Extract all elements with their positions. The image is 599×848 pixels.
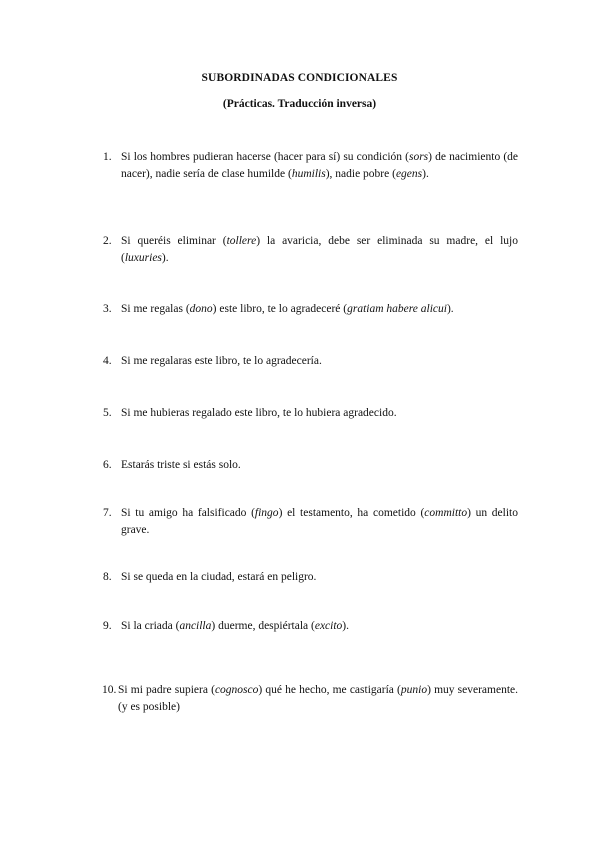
item-number: 3. [103, 303, 112, 315]
text-run: Si queréis eliminar ( [121, 235, 227, 247]
page-title: SUBORDINADAS CONDICIONALES [201, 72, 398, 84]
item-number: 2. [103, 235, 112, 247]
text-run: ). [161, 252, 169, 264]
exercise-item-8 [103, 569, 518, 586]
text-run: Estarás triste si estás solo. [121, 459, 241, 471]
text-run: ) la avaricia, debe ser eliminada su madre, el lujo ( [121, 235, 518, 264]
text-run: ). [422, 168, 429, 180]
text-run: ) muy severamente. (y es posible) [118, 684, 519, 713]
item-number: 10. [102, 684, 117, 696]
item-text [121, 233, 518, 267]
item-text [121, 149, 518, 183]
text-run: ), nadie pobre ( [325, 168, 396, 180]
item-number: 7. [103, 507, 112, 519]
page-subtitle: (Prácticas. Traducción inversa) [222, 98, 377, 110]
latin-term: tollere [226, 235, 257, 247]
latin-term: egens [395, 168, 423, 180]
item-number: 9. [103, 620, 112, 632]
exercise-item-5 [103, 405, 518, 422]
text-run: ). [446, 303, 454, 315]
text-run: Si me regalaras este libro, te lo agradecería. [121, 355, 322, 367]
text-run: ) qué he hecho, me castigaría ( [258, 684, 401, 696]
item-text [121, 353, 518, 370]
item-number: 1. [103, 151, 112, 163]
latin-term: humilis [291, 168, 326, 180]
text-run: Si me hubieras regalado este libro, te lo hubiera agradecido. [121, 407, 397, 419]
item-text [121, 457, 518, 474]
text-run: ) este libro, te lo agradeceré ( [212, 303, 348, 315]
exercise-item-1 [103, 149, 518, 183]
item-text [118, 682, 518, 716]
latin-term: committo [424, 507, 468, 519]
latin-term: punio [400, 684, 428, 696]
exercise-item-4 [103, 353, 518, 370]
latin-term: dono [189, 303, 213, 315]
text-run: ) de nacimiento (de nacer), nadie sería de clase humilde ( [121, 151, 519, 180]
item-text [121, 569, 518, 586]
item-number: 6. [103, 459, 112, 471]
latin-term: gratiam habere alicui [347, 303, 447, 315]
item-number: 8. [103, 571, 112, 583]
latin-term: sors [408, 151, 429, 163]
text-run: ). [342, 620, 350, 632]
text-run: Si mi padre supiera ( [118, 684, 215, 696]
item-text [121, 405, 518, 422]
text-run: ) el testamento, ha cometido ( [278, 507, 425, 519]
exercise-item-9 [103, 618, 518, 635]
text-run: Si la criada ( [121, 620, 180, 632]
exercise-item-3 [103, 301, 518, 318]
text-run: Si los hombres pudieran hacerse (hacer para sí) su condición ( [121, 151, 409, 163]
latin-term: cognosco [214, 684, 259, 696]
text-run: ) duerme, despiértala ( [211, 620, 315, 632]
latin-term: ancilla [179, 620, 212, 632]
item-number: 4. [103, 355, 112, 367]
text-run: Si me regalas ( [121, 303, 190, 315]
item-text [121, 618, 518, 635]
exercise-item-7 [103, 505, 518, 539]
text-run: Si tu amigo ha falsificado ( [121, 507, 255, 519]
text-run: Si se queda en la ciudad, estará en peligro. [121, 571, 317, 583]
text-run: ) un delito grave. [121, 507, 518, 536]
latin-term: luxuries [124, 252, 162, 264]
item-text [121, 301, 518, 318]
latin-term: fingo [254, 507, 279, 519]
exercise-item-6 [103, 457, 518, 474]
exercise-item-10 [103, 682, 518, 716]
item-text [121, 505, 518, 539]
exercise-item-2 [103, 233, 518, 267]
item-number: 5. [103, 407, 112, 419]
latin-term: excito [314, 620, 343, 632]
